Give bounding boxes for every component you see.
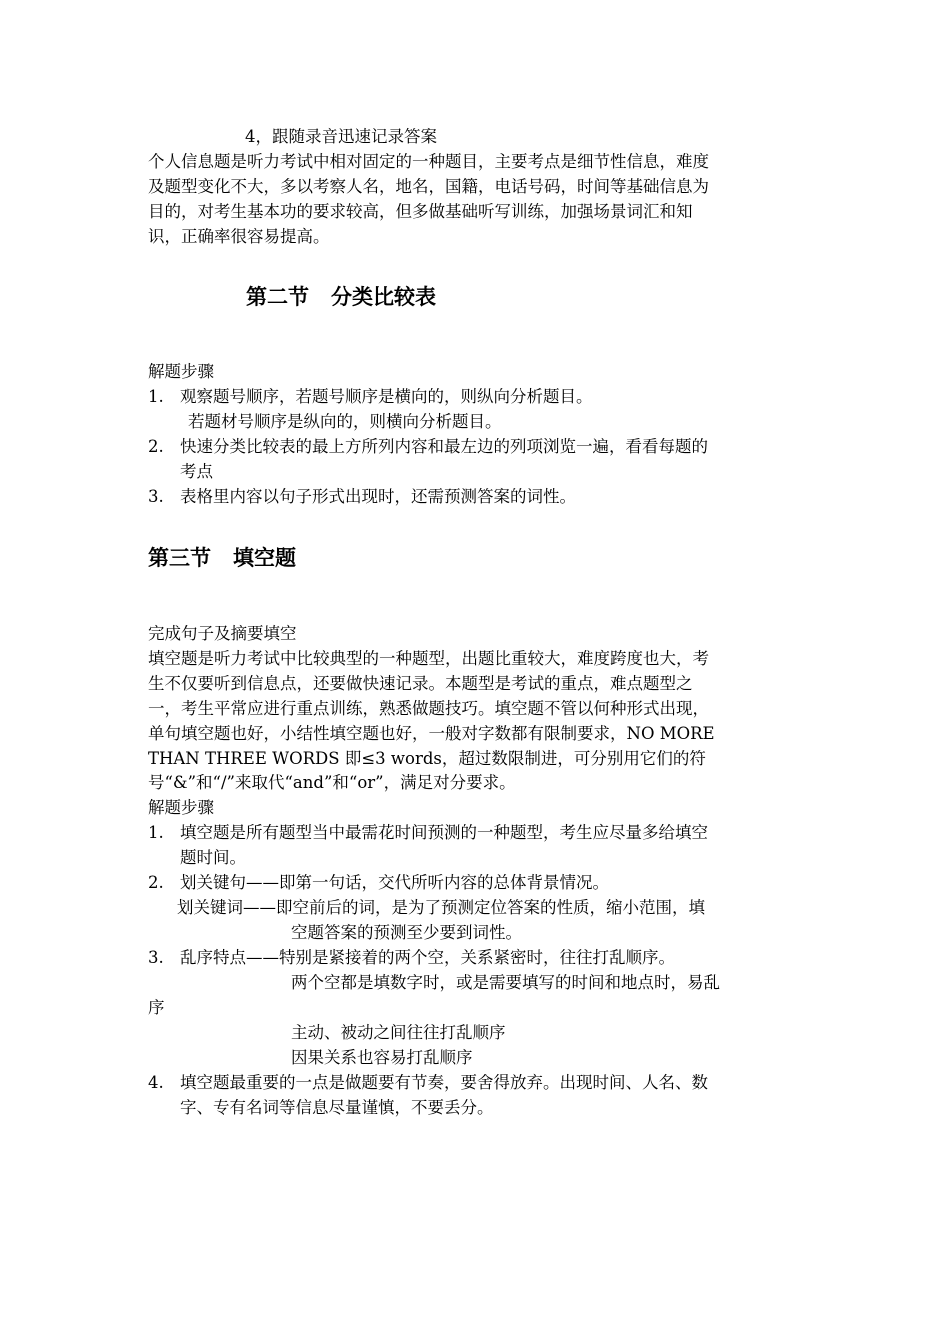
list-number: 1. <box>148 823 164 842</box>
section-number: 第二节 <box>246 285 309 309</box>
step-item: 4，跟随录音迅速记录答案 <box>245 127 437 146</box>
list-number: 2. <box>148 437 164 456</box>
list-item-text: 考点 <box>180 462 213 481</box>
list-item-text: 若题材号顺序是纵向的，则横向分析题目。 <box>188 412 502 431</box>
list-number: 4. <box>148 1073 164 1092</box>
list-item-text: 因果关系也容易打乱顺序 <box>291 1048 473 1067</box>
paragraph-line: 目的，对考生基本功的要求较高，但多做基础听写训练，加强场景词汇和知 <box>148 202 693 221</box>
list-item-text: 题时间。 <box>180 848 246 867</box>
paragraph-line: 一，考生平常应进行重点训练，熟悉做题技巧。填空题不管以何种形式出现， <box>148 699 709 718</box>
list-number: 3. <box>148 948 164 967</box>
steps-label: 解题步骤 <box>148 362 214 381</box>
steps-label: 解题步骤 <box>148 798 214 817</box>
list-item-text: 两个空都是填数字时，或是需要填写的时间和地点时，易乱 <box>291 973 720 992</box>
list-item-text: 表格里内容以句子形式出现时，还需预测答案的词性。 <box>180 487 576 506</box>
section-heading <box>148 543 296 573</box>
paragraph-line: 填空题是听力考试中比较典型的一种题型，出题比重较大，难度跨度也大，考 <box>148 649 709 668</box>
paragraph-line: THAN THREE WORDS 即≤3 words，超过数限制进，可分别用它们的符 <box>148 749 706 768</box>
list-number: 1. <box>148 387 164 406</box>
list-item-text: 空题答案的预测至少要到词性。 <box>291 923 522 942</box>
subsection-title: 完成句子及摘要填空 <box>148 624 297 643</box>
list-item-text: 划关键句——即第一句话，交代所听内容的总体背景情况。 <box>180 873 609 892</box>
list-number: 2. <box>148 873 164 892</box>
list-item-text: 观察题号顺序，若题号顺序是横向的，则纵向分析题目。 <box>180 387 593 406</box>
list-item-text: 序 <box>148 998 165 1017</box>
paragraph-line: 生不仅要听到信息点，还要做快速记录。本题型是考试的重点，难点题型之 <box>148 674 693 693</box>
list-item-text: 填空题是所有题型当中最需花时间预测的一种题型，考生应尽量多给填空 <box>180 823 708 842</box>
paragraph-line: 及题型变化不大，多以考察人名，地名，国籍，电话号码，时间等基础信息为 <box>148 177 709 196</box>
paragraph-line: 单句填空题也好，小结性填空题也好，一般对字数都有限制要求，NO MORE <box>148 724 715 743</box>
list-number: 3. <box>148 487 164 506</box>
list-item-text: 划关键词——即空前后的词，是为了预测定位答案的性质，缩小范围，填 <box>177 898 705 917</box>
paragraph-line: 个人信息题是听力考试中相对固定的一种题目，主要考点是细节性信息，难度 <box>148 152 709 171</box>
list-item-text: 填空题最重要的一点是做题要有节奏，要舍得放弃。出现时间、人名、数 <box>180 1073 708 1092</box>
section-title: 填空题 <box>233 546 296 570</box>
list-item-text: 字、专有名词等信息尽量谨慎，不要丢分。 <box>180 1098 494 1117</box>
list-item-text: 快速分类比较表的最上方所列内容和最左边的列项浏览一遍，看看每题的 <box>180 437 708 456</box>
list-item-text: 主动、被动之间往往打乱顺序 <box>291 1023 506 1042</box>
paragraph-line: 识，正确率很容易提高。 <box>148 227 330 246</box>
section-heading <box>246 282 436 312</box>
paragraph-line: 号“&”和“/”来取代“and”和“or”，满足对分要求。 <box>148 773 516 792</box>
list-item-text: 乱序特点——特别是紧接着的两个空，关系紧密时，往往打乱顺序。 <box>180 948 675 967</box>
section-number: 第三节 <box>148 546 211 570</box>
section-title: 分类比较表 <box>331 285 436 309</box>
